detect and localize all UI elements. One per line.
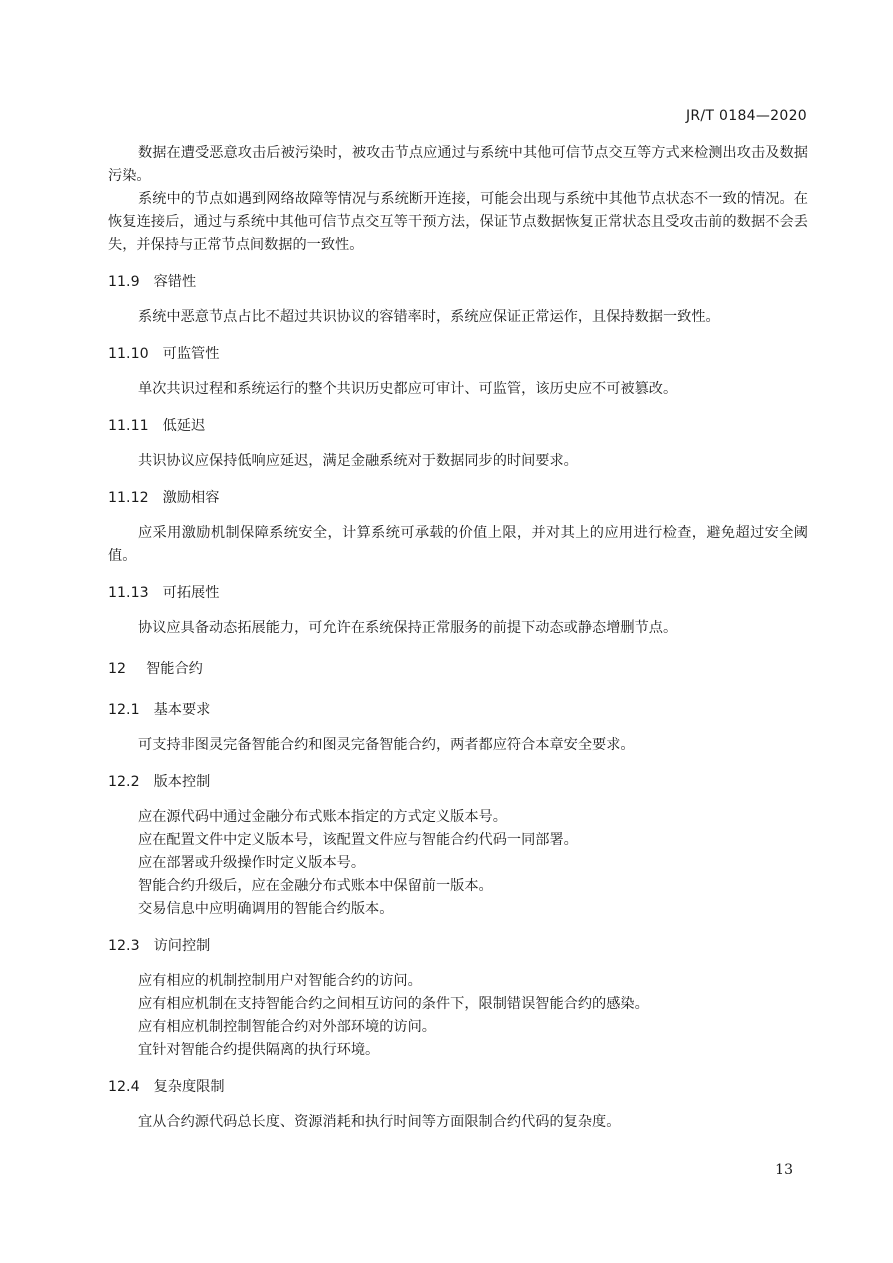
page-number: 13 bbox=[775, 1162, 793, 1178]
body-paragraph: 系统中恶意节点占比不超过共识协议的容错率时，系统应保证正常运作，且保持数据一致性。 bbox=[138, 309, 720, 325]
section-number: 12.2 bbox=[108, 774, 140, 790]
body-paragraph: 单次共识过程和系统运行的整个共识历史都应可审计、可监管，该历史应不可被篡改。 bbox=[138, 381, 678, 397]
body-paragraph: 共识协议应保持低响应延迟，满足金融系统对于数据同步的时间要求。 bbox=[138, 453, 578, 469]
section-heading bbox=[108, 582, 808, 605]
section-title: 可监管性 bbox=[162, 346, 220, 362]
section-title: 复杂度限制 bbox=[153, 1079, 225, 1095]
body-paragraph: 协议应具备动态拓展能力，可允许在系统保持正常服务的前提下动态或静态增删节点。 bbox=[138, 620, 678, 636]
section-number: 11.9 bbox=[108, 274, 140, 290]
body-paragraph: 应在配置文件中定义版本号，该配置文件应与智能合约代码一同部署。 bbox=[138, 832, 578, 848]
chapter-number: 12 bbox=[108, 661, 127, 677]
section-title: 激励相容 bbox=[162, 490, 220, 506]
body-paragraph: 应在源代码中通过金融分布式账本指定的方式定义版本号。 bbox=[138, 809, 507, 825]
section-number: 12.3 bbox=[108, 938, 140, 954]
section-number: 11.12 bbox=[108, 490, 149, 506]
section-heading bbox=[108, 935, 808, 958]
section-title: 可拓展性 bbox=[162, 585, 220, 601]
body-paragraph: 智能合约升级后，应在金融分布式账本中保留前一版本。 bbox=[138, 878, 493, 894]
body-paragraph: 数据在遭受恶意攻击后被污染时，被攻击节点应通过与系统中其他可信节点交互等方式来检测出攻击及数据污染。 bbox=[108, 145, 808, 184]
section-heading bbox=[108, 1076, 808, 1099]
body-paragraph: 应在部署或升级操作时定义版本号。 bbox=[138, 855, 366, 871]
section-heading bbox=[108, 271, 808, 294]
section-heading bbox=[108, 343, 808, 366]
body-paragraph: 系统中的节点如遇到网络故障等情况与系统断开连接，可能会出现与系统中其他节点状态不一致的情况。在恢复连接后，通过与系统中其他可信节点交互等干预方法，保证节点数据恢复正常状态且受攻击前的数据不会丢失，并保持与正常节点间数据的一致性。 bbox=[108, 191, 808, 253]
section-title: 访问控制 bbox=[153, 938, 211, 954]
chapter-title: 智能合约 bbox=[146, 661, 203, 677]
section-number: 12.4 bbox=[108, 1079, 140, 1095]
section-title: 基本要求 bbox=[153, 702, 211, 718]
body-paragraph: 宜从合约源代码总长度、资源消耗和执行时间等方面限制合约代码的复杂度。 bbox=[138, 1114, 621, 1130]
body-paragraph: 宜针对智能合约提供隔离的执行环境。 bbox=[138, 1042, 380, 1058]
body-paragraph: 应有相应机制在支持智能合约之间相互访问的条件下，限制错误智能合约的感染。 bbox=[138, 996, 649, 1012]
body-paragraph: 应有相应机制控制智能合约对外部环境的访问。 bbox=[138, 1019, 436, 1035]
section-heading bbox=[108, 487, 808, 510]
chapter-heading bbox=[108, 658, 808, 681]
document-id: JR/T 0184—2020 bbox=[685, 108, 807, 124]
body-paragraph: 可支持非图灵完备智能合约和图灵完备智能合约，两者都应符合本章安全要求。 bbox=[138, 737, 635, 753]
body-paragraph: 交易信息中应明确调用的智能合约版本。 bbox=[138, 901, 394, 917]
section-number: 12.1 bbox=[108, 702, 140, 718]
section-heading bbox=[108, 771, 808, 794]
section-title: 容错性 bbox=[153, 274, 197, 290]
section-number: 11.13 bbox=[108, 585, 149, 601]
section-title: 版本控制 bbox=[153, 774, 211, 790]
document-body bbox=[108, 142, 808, 1134]
body-paragraph: 应采用激励机制保障系统安全，计算系统可承载的价值上限，并对其上的应用进行检查，避免超过安全阈值。 bbox=[108, 525, 808, 564]
section-heading bbox=[108, 699, 808, 722]
section-title: 低延迟 bbox=[162, 418, 206, 434]
section-number: 11.10 bbox=[108, 346, 149, 362]
section-heading bbox=[108, 415, 808, 438]
body-paragraph: 应有相应的机制控制用户对智能合约的访问。 bbox=[138, 973, 422, 989]
section-number: 11.11 bbox=[108, 418, 149, 434]
